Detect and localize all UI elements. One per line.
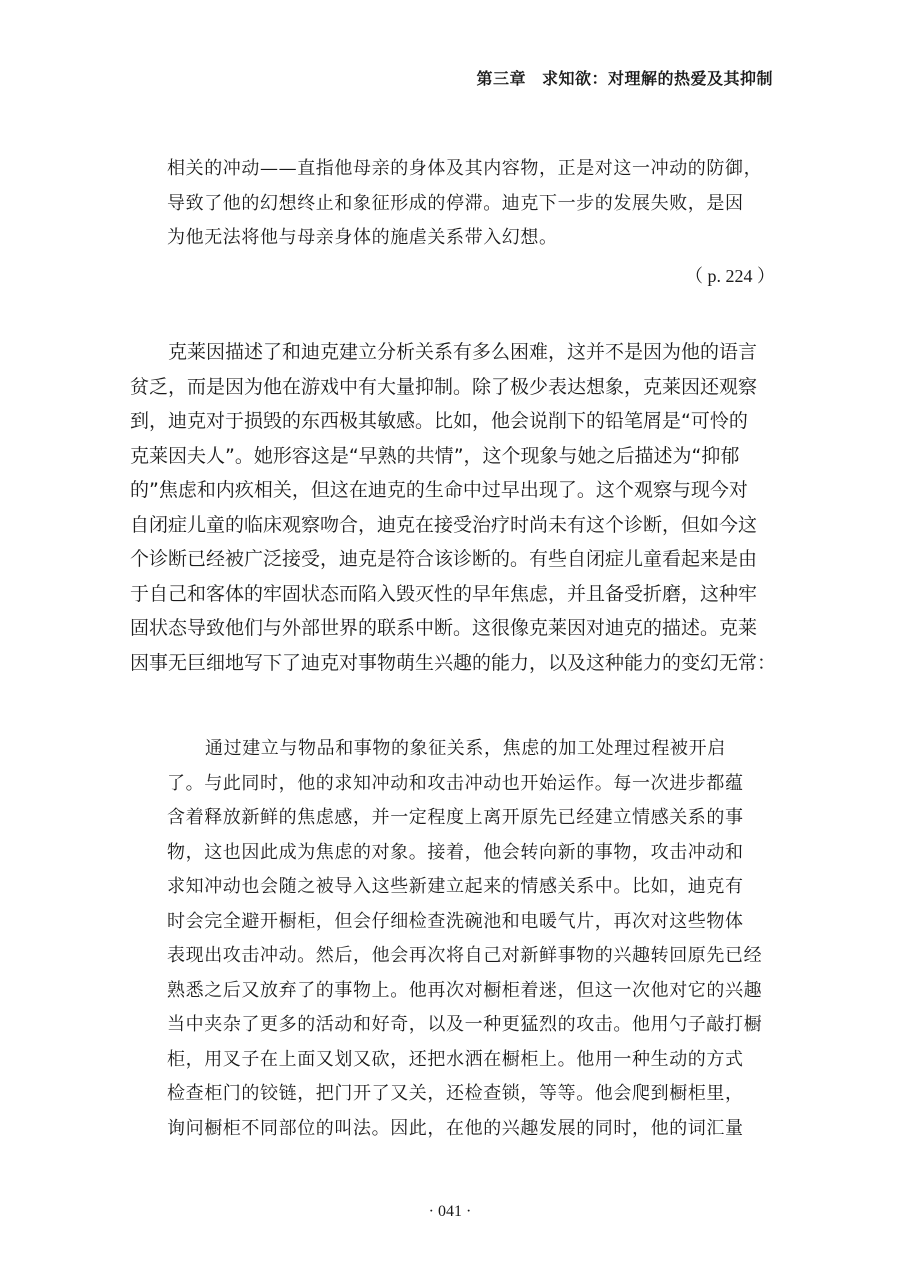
paragraph-line: 自闭症儿童的临床观察吻合，迪克在接受治疗时尚未有这个诊断，但如今这 bbox=[130, 513, 758, 536]
quote-line: 了。与此同时，他的求知冲动和攻击冲动也开始运作。每一次进步都蕴 bbox=[167, 772, 744, 794]
quote-line: 当中夹杂了更多的活动和好奇，以及一种更猛烈的攻击。他用勺子敲打橱 bbox=[167, 1014, 763, 1035]
quote-line: 询问橱柜不同部位的叫法。因此，在他的兴趣发展的同时，他的词汇量 bbox=[167, 1117, 744, 1139]
paragraph-line: 克莱因夫人”。她形容这是“早熟的共情”，这个现象与她之后描述为“抑郁 bbox=[130, 444, 740, 467]
quote-line: 熟悉之后又放弃了的事物上。他再次对橱柜着迷，但这一次他对它的兴趣 bbox=[167, 979, 763, 1001]
quote-line: 导致了他的幻想终止和象征形成的停滞。迪克下一步的发展失败，是因 bbox=[167, 192, 744, 214]
chapter-title: 求知欲：对理解的热爱及其抑制 bbox=[541, 69, 773, 88]
quote-line: 时会完全避开橱柜，但会仔细检查洗碗池和电暖气片，再次对这些物体 bbox=[167, 910, 744, 932]
running-header bbox=[476, 66, 773, 89]
quote-line: 为他无法将他与母亲身体的施虐关系带入幻想。 bbox=[167, 227, 558, 248]
quote-line: 含着释放新鲜的焦虑感，并一定程度上离开原先已经建立情感关系的事 bbox=[167, 807, 744, 828]
paragraph-line: 因事无巨细地写下了迪克对事物萌生兴趣的能力，以及这种能力的变幻无常： bbox=[130, 651, 777, 674]
paragraph-line: 于自己和客体的牢固状态而陷入毁灭性的早年焦虑，并且备受折磨，这种牢 bbox=[130, 582, 758, 605]
paragraph-line: 到，迪克对于损毁的东西极其敏感。比如，他会说削下的铅笔屑是“可怜的 bbox=[130, 410, 748, 432]
page-number: · 041 · bbox=[428, 1203, 472, 1220]
quote-line: 柜，用叉子在上面又划又砍，还把水洒在橱柜上。他用一种生动的方式 bbox=[167, 1048, 744, 1070]
quote-line: 求知冲动也会随之被导入这些新建立起来的情感关系中。比如，迪克有 bbox=[167, 876, 744, 897]
paragraph-line: 克莱因描述了和迪克建立分析关系有多么困难，这并不是因为他的语言 bbox=[168, 341, 758, 363]
quote-line: 通过建立与物品和事物的象征关系，焦虑的加工处理过程被开启 bbox=[205, 738, 726, 759]
block-quote-2 bbox=[167, 732, 777, 1146]
quote-line: 相关的冲动——直指他母亲的身体及其内容物，正是对这一冲动的防御， bbox=[167, 158, 763, 179]
paragraph-line: 贫乏，而是因为他在游戏中有大量抑制。除了极少表达想象，克莱因还观察 bbox=[130, 375, 758, 398]
quote-line: 检查柜门的铰链，把门开了又关，还检查锁，等等。他会爬到橱柜里， bbox=[167, 1083, 744, 1104]
body-paragraph bbox=[130, 335, 780, 680]
paragraph-line: 固状态导致他们与外部世界的联系中断。这很像克莱因对迪克的描述。克莱 bbox=[130, 617, 758, 639]
paragraph-line: 个诊断已经被广泛接受，迪克是符合该诊断的。有些自闭症儿童看起来是由 bbox=[130, 548, 758, 570]
quote-line: 物，这也因此成为焦虑的对象。接着，他会转向新的事物，攻击冲动和 bbox=[167, 841, 744, 863]
block-quote-1 bbox=[167, 152, 777, 256]
quote-line: 表现出攻击冲动。然后，他会再次将自己对新鲜事物的兴趣转回原先已经 bbox=[167, 945, 763, 966]
paragraph-line: 的”焦虑和内疚相关，但这在迪克的生命中过早出现了。这个观察与现今对 bbox=[130, 479, 748, 501]
citation: （ p. 224 ） bbox=[685, 266, 775, 286]
chapter-number: 第三章 bbox=[476, 69, 526, 88]
